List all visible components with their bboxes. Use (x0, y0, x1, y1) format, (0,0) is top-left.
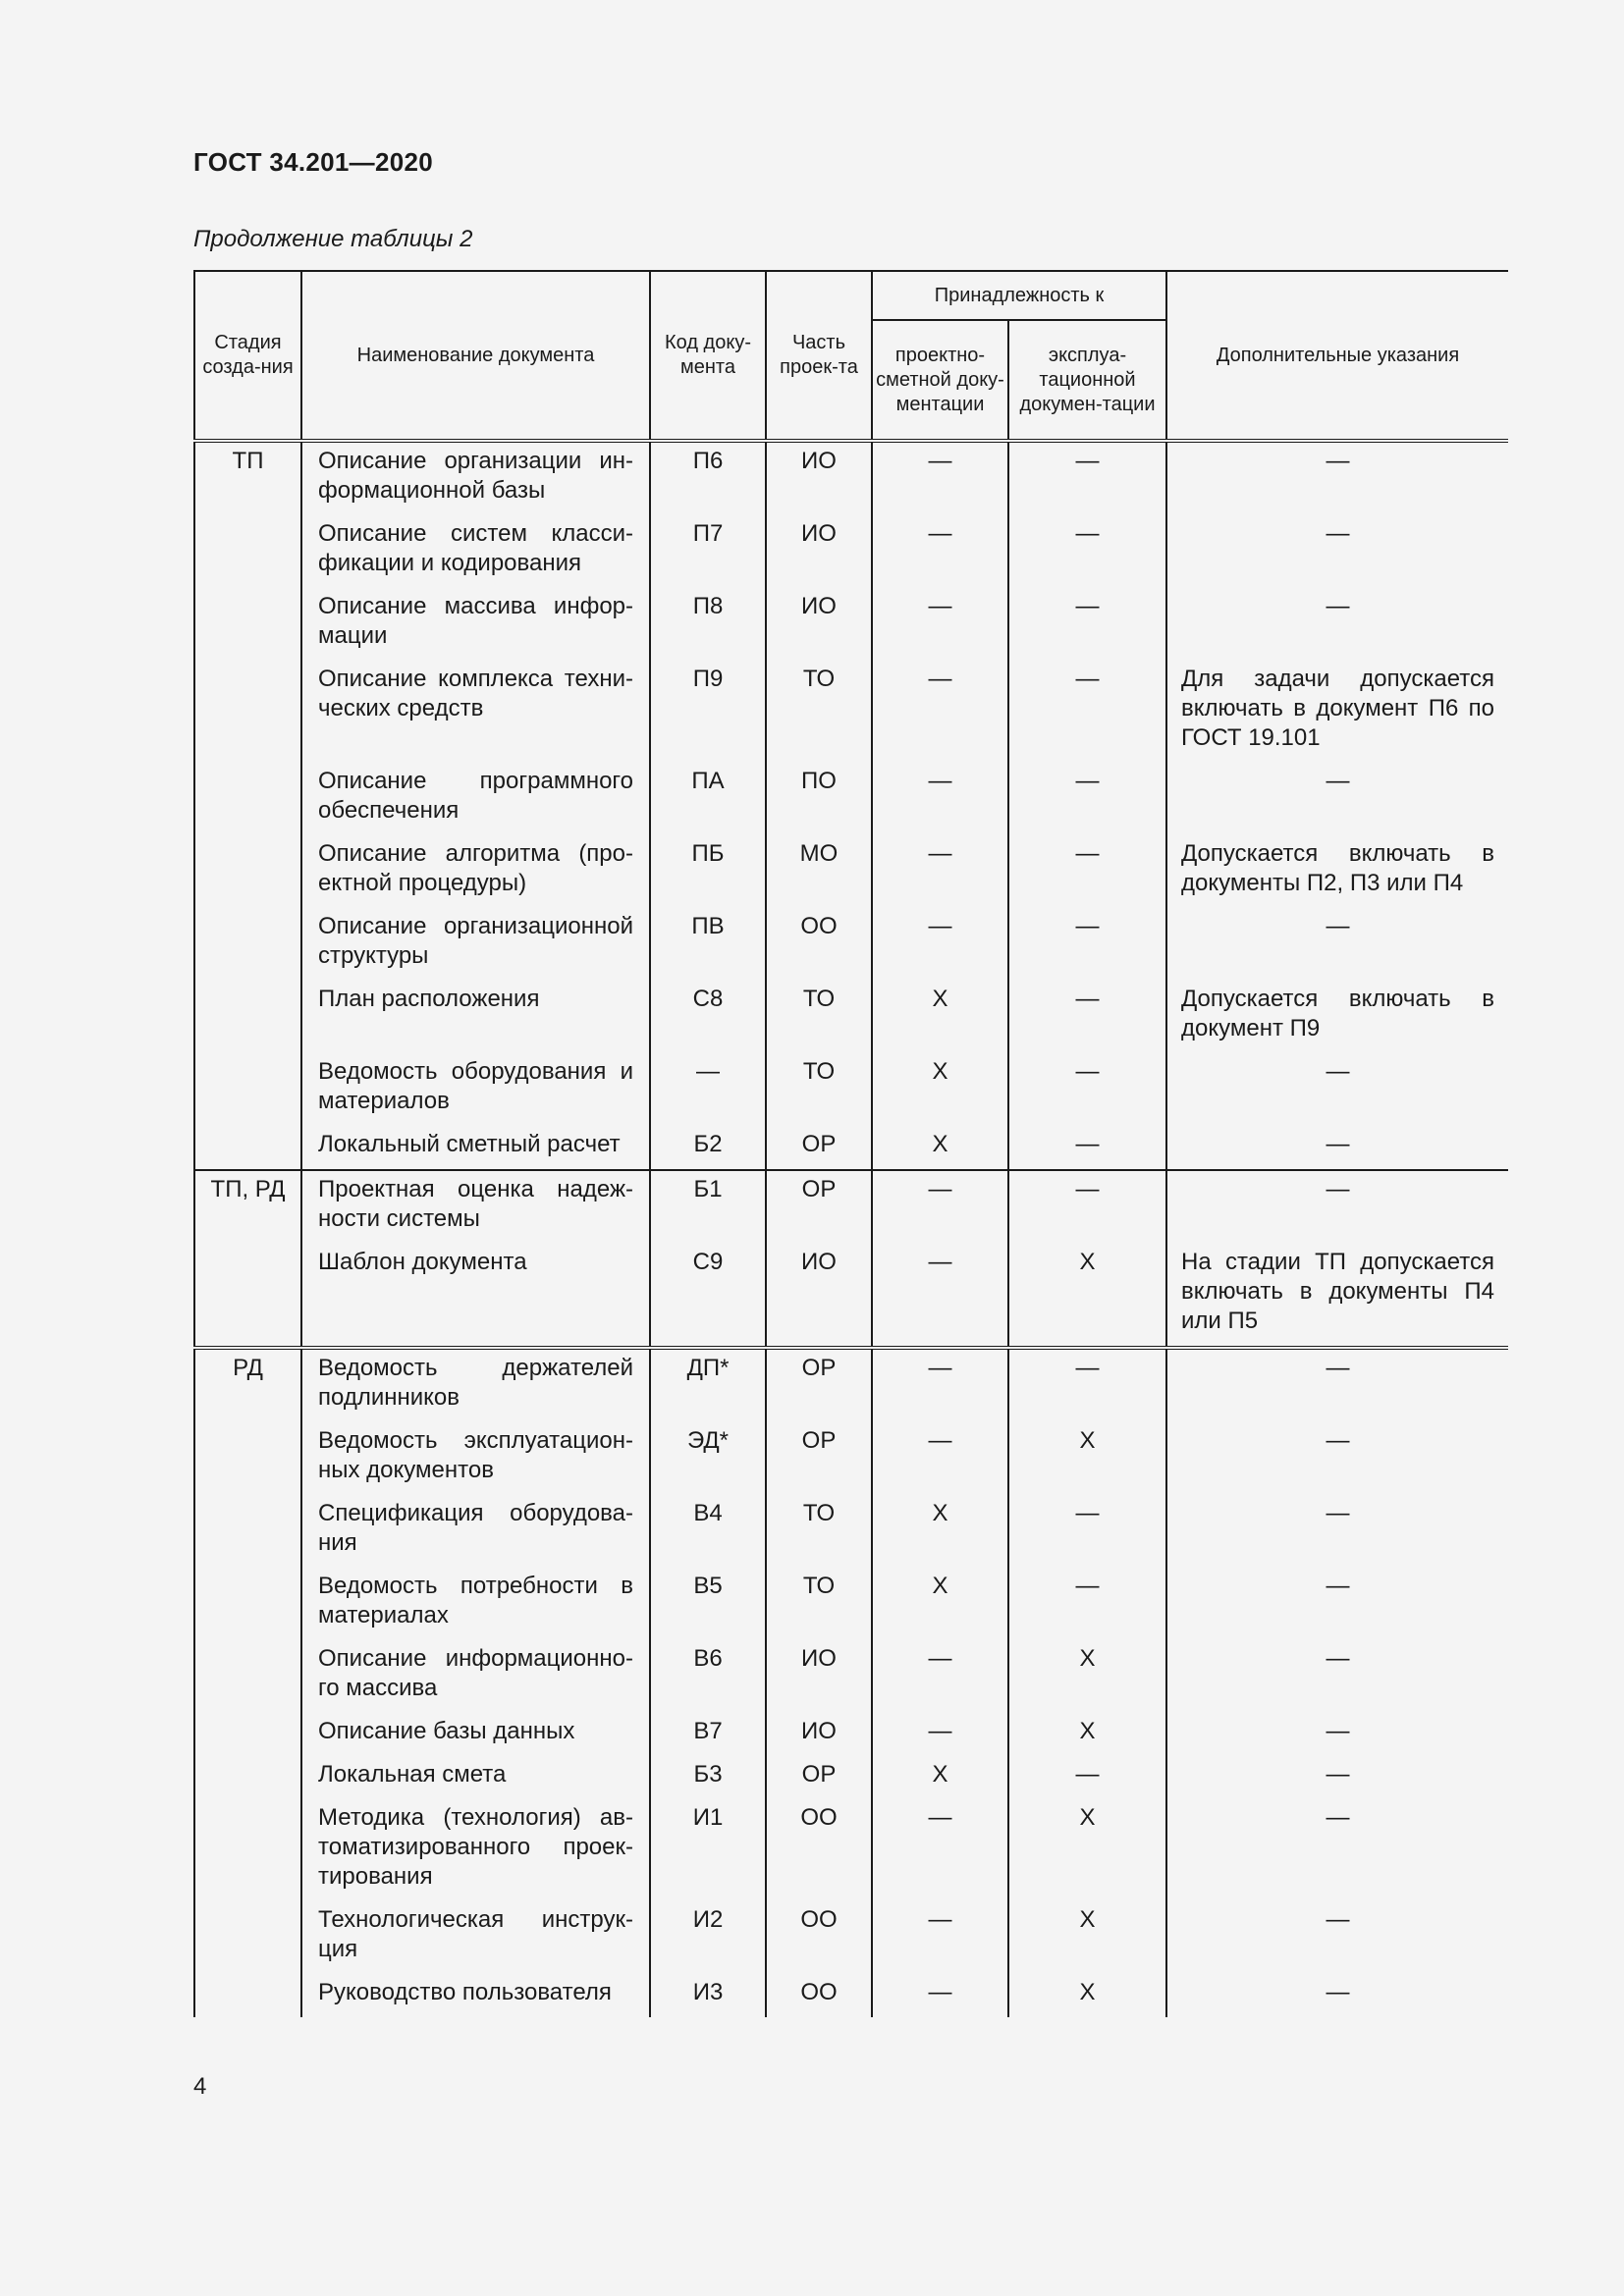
document-name-cell: Ведомость эксплуатацион-ных документов (301, 1422, 650, 1495)
document-code-cell: ПВ (650, 908, 766, 981)
project-docs-cell: — (872, 1901, 1008, 1974)
project-part-cell: ОО (766, 1901, 872, 1974)
project-part-cell: ТО (766, 1053, 872, 1126)
table-row (194, 1756, 1508, 1799)
project-docs-cell: — (872, 1974, 1008, 2017)
project-docs-cell: — (872, 1422, 1008, 1495)
stage-cell (194, 1640, 301, 1713)
table-row (194, 1422, 1508, 1495)
extra-notes-cell: На стадии ТП допускается включать в документы П4 или П5 (1166, 1244, 1508, 1348)
project-part-cell: ПО (766, 763, 872, 835)
project-docs-cell: Х (872, 1568, 1008, 1640)
document-name-cell: Описание систем класси-фикации и кодирования (301, 515, 650, 588)
stage-cell (194, 763, 301, 835)
operational-docs-cell: — (1008, 835, 1166, 908)
table-row (194, 1901, 1508, 1974)
document-code-cell: — (650, 1053, 766, 1126)
table-row (194, 1495, 1508, 1568)
document-name-cell: Локальный сметный расчет (301, 1126, 650, 1170)
table-row (194, 981, 1508, 1053)
extra-notes-cell: — (1166, 1756, 1508, 1799)
stage-cell: ТП, РД (194, 1170, 301, 1244)
document-name-cell: Методика (технология) ав-томатизированного проек-тирования (301, 1799, 650, 1901)
project-part-cell: МО (766, 835, 872, 908)
table-row (194, 1799, 1508, 1901)
document-code-cell: ДП* (650, 1348, 766, 1422)
project-part-cell: ОО (766, 1799, 872, 1901)
document-code-cell: Б1 (650, 1170, 766, 1244)
table-row (194, 1568, 1508, 1640)
project-docs-cell: — (872, 515, 1008, 588)
operational-docs-cell: — (1008, 908, 1166, 981)
document-name-cell: Технологическая инструк-ция (301, 1901, 650, 1974)
document-code-cell: ПБ (650, 835, 766, 908)
table-row (194, 1126, 1508, 1170)
project-docs-cell: — (872, 1799, 1008, 1901)
operational-docs-cell: — (1008, 588, 1166, 661)
stage-cell (194, 1244, 301, 1348)
document-name-cell: Ведомость потребности в материалах (301, 1568, 650, 1640)
stage-cell (194, 835, 301, 908)
stage-cell (194, 1799, 301, 1901)
project-docs-cell: — (872, 835, 1008, 908)
project-docs-cell: Х (872, 1053, 1008, 1126)
operational-docs-cell: Х (1008, 1640, 1166, 1713)
extra-notes-cell: — (1166, 1495, 1508, 1568)
table-row (194, 763, 1508, 835)
document-name-cell: Описание информационно-го массива (301, 1640, 650, 1713)
table-row (194, 1053, 1508, 1126)
document-name-cell: Проектная оценка надеж-ности системы (301, 1170, 650, 1244)
extra-notes-cell: — (1166, 515, 1508, 588)
documents-table (193, 270, 1508, 2017)
stage-cell (194, 1053, 301, 1126)
project-docs-cell: — (872, 588, 1008, 661)
document-code-cell: П9 (650, 661, 766, 763)
extra-notes-cell: — (1166, 1348, 1508, 1422)
document-code-cell: ПА (650, 763, 766, 835)
document-code-cell: Б3 (650, 1756, 766, 1799)
table-row (194, 1640, 1508, 1713)
project-docs-cell: Х (872, 1126, 1008, 1170)
document-code-cell: В4 (650, 1495, 766, 1568)
project-part-cell: ИО (766, 441, 872, 515)
stage-cell (194, 1901, 301, 1974)
table-container (193, 270, 1508, 2056)
project-docs-cell: — (872, 1640, 1008, 1713)
document-code-cell: С9 (650, 1244, 766, 1348)
operational-docs-cell: — (1008, 763, 1166, 835)
operational-docs-cell: Х (1008, 1422, 1166, 1495)
stage-cell (194, 1495, 301, 1568)
document-name-cell: Руководство пользователя (301, 1974, 650, 2017)
header-code: Код доку-мента (650, 271, 766, 441)
table-row (194, 515, 1508, 588)
extra-notes-cell: — (1166, 1640, 1508, 1713)
stage-cell (194, 661, 301, 763)
operational-docs-cell: — (1008, 1126, 1166, 1170)
stage-cell (194, 1422, 301, 1495)
stage-cell (194, 1126, 301, 1170)
table-row (194, 1244, 1508, 1348)
document-name-cell: Описание организации ин-формационной базы (301, 441, 650, 515)
table-row (194, 1170, 1508, 1244)
extra-notes-cell: Для задачи допускается включать в документ П6 по ГОСТ 19.101 (1166, 661, 1508, 763)
header-stage: Стадия созда-ния (194, 271, 301, 441)
operational-docs-cell: — (1008, 1170, 1166, 1244)
project-docs-cell: — (872, 1244, 1008, 1348)
table-row (194, 441, 1508, 515)
project-part-cell: ТО (766, 1495, 872, 1568)
document-code-cell: И3 (650, 1974, 766, 2017)
document-code-cell: П8 (650, 588, 766, 661)
table-caption: Продолжение таблицы 2 (193, 226, 473, 252)
operational-docs-cell: Х (1008, 1901, 1166, 1974)
document-code-cell: И1 (650, 1799, 766, 1901)
extra-notes-cell: — (1166, 1170, 1508, 1244)
table-body (194, 441, 1508, 2017)
document-code-cell: В7 (650, 1713, 766, 1756)
project-part-cell: ИО (766, 515, 872, 588)
stage-cell (194, 1713, 301, 1756)
document-name-cell: План расположения (301, 981, 650, 1053)
extra-notes-cell: Допускается включать в документ П9 (1166, 981, 1508, 1053)
document-name-cell: Описание программного обеспечения (301, 763, 650, 835)
table-row (194, 908, 1508, 981)
document-name-cell: Описание базы данных (301, 1713, 650, 1756)
header-extra: Дополнительные указания (1166, 271, 1508, 441)
stage-cell (194, 908, 301, 981)
table-row (194, 661, 1508, 763)
extra-notes-cell: — (1166, 1053, 1508, 1126)
table-row (194, 835, 1508, 908)
project-part-cell: ОР (766, 1170, 872, 1244)
stage-cell (194, 515, 301, 588)
operational-docs-cell: Х (1008, 1799, 1166, 1901)
project-docs-cell: — (872, 1713, 1008, 1756)
document-code-cell: В5 (650, 1568, 766, 1640)
extra-notes-cell: — (1166, 763, 1508, 835)
project-docs-cell: Х (872, 1756, 1008, 1799)
operational-docs-cell: — (1008, 1053, 1166, 1126)
project-part-cell: ОО (766, 908, 872, 981)
document-name-cell: Описание комплекса техни-ческих средств (301, 661, 650, 763)
extra-notes-cell: — (1166, 1713, 1508, 1756)
document-name-cell: Локальная смета (301, 1756, 650, 1799)
operational-docs-cell: Х (1008, 1244, 1166, 1348)
document-code-cell: П7 (650, 515, 766, 588)
extra-notes-cell: — (1166, 588, 1508, 661)
document-name-cell: Ведомость держателей подлинников (301, 1348, 650, 1422)
extra-notes-cell: — (1166, 1799, 1508, 1901)
table-row (194, 1974, 1508, 2017)
project-part-cell: ОР (766, 1126, 872, 1170)
stage-cell (194, 981, 301, 1053)
project-part-cell: ОР (766, 1422, 872, 1495)
table-header (194, 271, 1508, 441)
document-name-cell: Шаблон документа (301, 1244, 650, 1348)
extra-notes-cell: — (1166, 908, 1508, 981)
operational-docs-cell: — (1008, 1756, 1166, 1799)
document-name-cell: Описание алгоритма (про-ектной процедуры) (301, 835, 650, 908)
document-code-cell: С8 (650, 981, 766, 1053)
project-docs-cell: — (872, 1348, 1008, 1422)
stage-cell (194, 1568, 301, 1640)
table-row (194, 588, 1508, 661)
project-part-cell: ТО (766, 1568, 872, 1640)
document-name-cell: Описание массива инфор-мации (301, 588, 650, 661)
header-part: Часть проек-та (766, 271, 872, 441)
stage-cell: РД (194, 1348, 301, 1422)
operational-docs-cell: — (1008, 1495, 1166, 1568)
project-part-cell: ИО (766, 1713, 872, 1756)
project-docs-cell: — (872, 661, 1008, 763)
page-number: 4 (193, 2073, 207, 2100)
extra-notes-cell: — (1166, 1568, 1508, 1640)
operational-docs-cell: — (1008, 515, 1166, 588)
document-code-cell: П6 (650, 441, 766, 515)
extra-notes-cell: — (1166, 1422, 1508, 1495)
operational-docs-cell: Х (1008, 1974, 1166, 2017)
project-part-cell: ИО (766, 1640, 872, 1713)
table-row (194, 1348, 1508, 1422)
header-project-docs: проектно-сметной доку-ментации (872, 320, 1008, 441)
project-part-cell: ОР (766, 1756, 872, 1799)
project-docs-cell: — (872, 1170, 1008, 1244)
document-name-cell: Спецификация оборудова-ния (301, 1495, 650, 1568)
project-part-cell: ИО (766, 1244, 872, 1348)
project-part-cell: ТО (766, 981, 872, 1053)
document-code-cell: Б2 (650, 1126, 766, 1170)
operational-docs-cell: — (1008, 981, 1166, 1053)
stage-cell (194, 588, 301, 661)
stage-cell: ТП (194, 441, 301, 515)
document-title: ГОСТ 34.201—2020 (193, 147, 434, 177)
project-part-cell: ИО (766, 588, 872, 661)
header-name: Наименование документа (301, 271, 650, 441)
extra-notes-cell: — (1166, 1126, 1508, 1170)
operational-docs-cell: — (1008, 661, 1166, 763)
document-code-cell: ЭД* (650, 1422, 766, 1495)
document-name-cell: Ведомость оборудования и материалов (301, 1053, 650, 1126)
operational-docs-cell: — (1008, 1348, 1166, 1422)
operational-docs-cell: — (1008, 441, 1166, 515)
project-docs-cell: — (872, 763, 1008, 835)
project-part-cell: ОР (766, 1348, 872, 1422)
document-name-cell: Описание организационной структуры (301, 908, 650, 981)
extra-notes-cell: — (1166, 441, 1508, 515)
stage-cell (194, 1756, 301, 1799)
document-code-cell: И2 (650, 1901, 766, 1974)
operational-docs-cell: — (1008, 1568, 1166, 1640)
extra-notes-cell: — (1166, 1901, 1508, 1974)
project-docs-cell: Х (872, 981, 1008, 1053)
extra-notes-cell: — (1166, 1974, 1508, 2017)
project-docs-cell: — (872, 441, 1008, 515)
project-docs-cell: — (872, 908, 1008, 981)
operational-docs-cell: Х (1008, 1713, 1166, 1756)
project-part-cell: ТО (766, 661, 872, 763)
stage-cell (194, 1974, 301, 2017)
header-belonging: Принадлежность к (872, 271, 1166, 320)
project-docs-cell: Х (872, 1495, 1008, 1568)
table-row (194, 1713, 1508, 1756)
extra-notes-cell: Допускается включать в документы П2, П3 или П4 (1166, 835, 1508, 908)
project-part-cell: ОО (766, 1974, 872, 2017)
document-code-cell: В6 (650, 1640, 766, 1713)
header-operational-docs: эксплуа-тационной докумен-тации (1008, 320, 1166, 441)
